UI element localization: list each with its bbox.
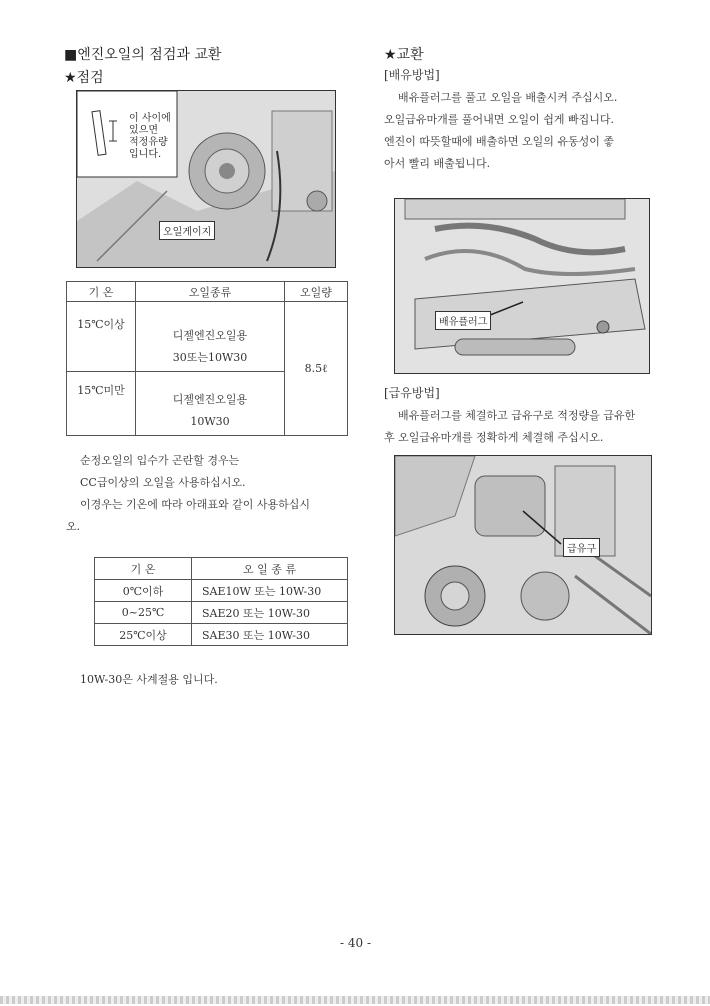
table2-temp-cell: 0~25℃	[95, 602, 192, 624]
oil-type-table	[66, 281, 348, 436]
table2-type-cell: SAE20 또는 10W-30	[192, 602, 348, 624]
table1-type-line: 10W30	[190, 415, 230, 428]
oil-gauge-photo	[76, 90, 336, 268]
para-line: 아서 빨리 배출됩니다.	[384, 157, 491, 170]
para-line: 순정오일의 입수가 곤란할 경우는	[80, 454, 240, 467]
para-line: CC급이상의 오일을 사용하십시오.	[80, 476, 246, 489]
table1-temp-cell: 15℃미만	[67, 372, 136, 436]
para-line: 이경우는 기온에 따라 아래표와 같이 사용하십시	[80, 498, 311, 511]
table1-header-type: 오일종류	[136, 282, 285, 302]
para-line: 후 오일급유마개를 정확하게 체결해 주십시오.	[384, 431, 604, 444]
table1-amount-cell: 8.5ℓ	[285, 302, 348, 436]
table1-temp-cell: 15℃이상	[67, 302, 136, 372]
oil-note-paragraph	[66, 450, 348, 538]
table2-temp-cell: 0℃이하	[95, 580, 192, 602]
para-line: 오일급유마개를 풀어내면 오일이 쉽게 빠집니다.	[384, 113, 615, 126]
para-line: 배유플러그를 체결하고 급유구로 적정량을 급유한	[398, 409, 636, 422]
table2-type-cell: SAE30 또는 10W-30	[192, 624, 348, 646]
all-season-note: 10W-30은 사계절용 입니다.	[80, 673, 218, 686]
inset-text-line: 있으면	[129, 125, 158, 136]
drain-method-title: [배유방법]	[384, 68, 440, 82]
inset-text-line: 입니다.	[129, 149, 162, 160]
table1-type-line: 디젤엔진오일용	[172, 329, 248, 342]
fill-paragraph	[384, 405, 674, 449]
inset-text-line: 이 사이에	[129, 113, 171, 124]
change-heading: ★교환	[384, 47, 424, 63]
para-line: 배유플러그를 풀고 오일을 배출시켜 주십시오.	[398, 91, 618, 104]
fill-method-title: [급유방법]	[384, 386, 440, 400]
table2-header-type: 오 일 종 류	[192, 558, 348, 580]
table1-type-line: 디젤엔진오일용	[172, 393, 248, 406]
filler-photo	[394, 455, 652, 635]
table2-header-temp: 기 온	[95, 558, 192, 580]
section-title: ■엔진오일의 점검과 교환	[64, 47, 222, 63]
viscosity-table	[94, 557, 348, 646]
table1-type-line: 30또는10W30	[172, 351, 248, 364]
drain-plug-label: 배유플러그	[435, 311, 491, 330]
filler-label: 급유구	[563, 538, 600, 557]
oil-gauge-label: 오일게이지	[159, 221, 215, 240]
drain-paragraph	[384, 87, 674, 175]
table1-header-temp: 기 온	[67, 282, 136, 302]
para-line: 오.	[66, 520, 81, 533]
check-heading: ★점검	[64, 70, 104, 86]
inset-text-line: 적정유량	[129, 137, 168, 148]
table2-temp-cell: 25℃이상	[95, 624, 192, 646]
para-line: 엔진이 따뜻할때에 배출하면 오일의 유동성이 좋	[384, 135, 615, 148]
table1-header-amount: 오일량	[285, 282, 348, 302]
scan-edge	[0, 996, 710, 1004]
page-number: - 40 -	[340, 936, 372, 950]
drain-plug-photo	[394, 198, 650, 374]
table2-type-cell: SAE10W 또는 10W-30	[192, 580, 348, 602]
